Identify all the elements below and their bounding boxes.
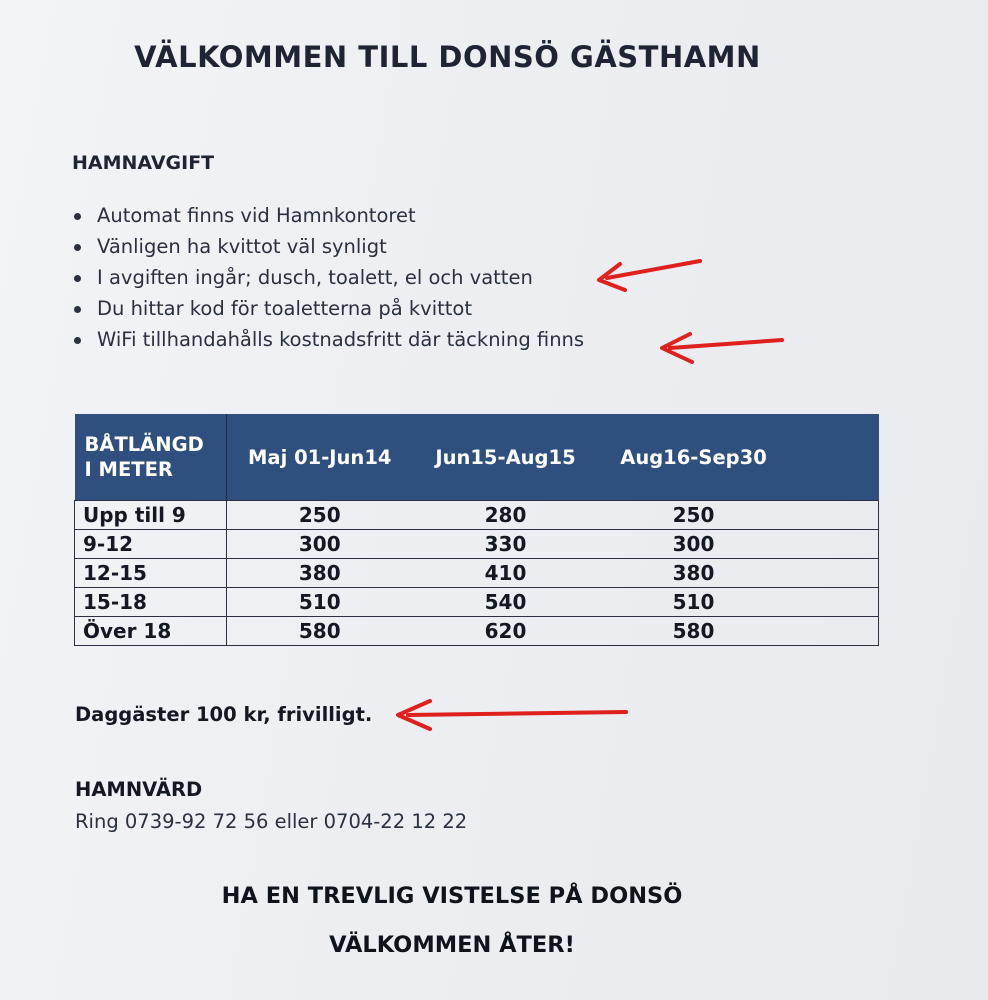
list-item: Automat finns vid Hamnkontoret xyxy=(72,200,584,231)
header-period-3: Aug16-Sep30 xyxy=(599,414,789,501)
row-end xyxy=(789,501,879,530)
header-period-1: Maj 01-Jun14 xyxy=(227,414,413,501)
header-empty xyxy=(789,414,879,501)
red-arrow-icon xyxy=(388,696,633,736)
row-length: Över 18 xyxy=(75,617,227,646)
row-length: 9-12 xyxy=(75,530,227,559)
price-period-1: 580 xyxy=(227,617,413,646)
price-period-2: 330 xyxy=(413,530,599,559)
header-period-2: Jun15-Aug15 xyxy=(413,414,599,501)
red-arrow-icon xyxy=(650,328,790,366)
list-item: Vänligen ha kvittot väl synligt xyxy=(72,231,584,262)
price-period-3: 300 xyxy=(599,530,789,559)
fee-table xyxy=(74,414,879,646)
price-period-2: 410 xyxy=(413,559,599,588)
harbour-master-heading: HAMNVÄRD xyxy=(75,778,203,801)
red-arrow-icon xyxy=(585,254,710,294)
row-length: 12-15 xyxy=(75,559,227,588)
header-length-line1: BÅTLÄNGD xyxy=(84,433,204,456)
table-row xyxy=(75,588,879,617)
price-period-1: 250 xyxy=(227,501,413,530)
price-period-3: 510 xyxy=(599,588,789,617)
price-period-3: 250 xyxy=(599,501,789,530)
price-period-1: 380 xyxy=(227,559,413,588)
page-title: VÄLKOMMEN TILL DONSÖ GÄSTHAMN xyxy=(134,40,761,74)
row-end xyxy=(789,617,879,646)
list-item: I avgiften ingår; dusch, toalett, el och vatten xyxy=(72,262,584,293)
harbour-master-phone: Ring 0739-92 72 56 eller 0704-22 12 22 xyxy=(75,810,468,833)
row-end xyxy=(789,559,879,588)
price-period-3: 580 xyxy=(599,617,789,646)
fee-section-heading: HAMNAVGIFT xyxy=(72,152,215,174)
table-row xyxy=(75,501,879,530)
table-row xyxy=(75,617,879,646)
price-period-2: 280 xyxy=(413,501,599,530)
header-boat-length xyxy=(75,414,227,501)
price-period-1: 300 xyxy=(227,530,413,559)
row-end xyxy=(789,588,879,617)
fee-info-list xyxy=(72,200,584,355)
list-item: Du hittar kod för toaletterna på kvittot xyxy=(72,293,584,324)
header-length-line2: I METER xyxy=(84,458,173,481)
price-period-1: 510 xyxy=(227,588,413,617)
table-header-row xyxy=(75,414,879,501)
list-item: WiFi tillhandahålls kostnadsfritt där täckning finns xyxy=(72,324,584,355)
price-period-3: 380 xyxy=(599,559,789,588)
closing-line-1: HA EN TREVLIG VISTELSE PÅ DONSÖ xyxy=(221,883,683,909)
row-end xyxy=(789,530,879,559)
table-row xyxy=(75,559,879,588)
price-period-2: 620 xyxy=(413,617,599,646)
price-period-2: 540 xyxy=(413,588,599,617)
day-guests-note: Daggäster 100 kr, frivilligt. xyxy=(75,703,373,726)
row-length: 15-18 xyxy=(75,588,227,617)
closing-line-2: VÄLKOMMEN ÅTER! xyxy=(329,932,575,958)
table-row xyxy=(75,530,879,559)
row-length: Upp till 9 xyxy=(75,501,227,530)
